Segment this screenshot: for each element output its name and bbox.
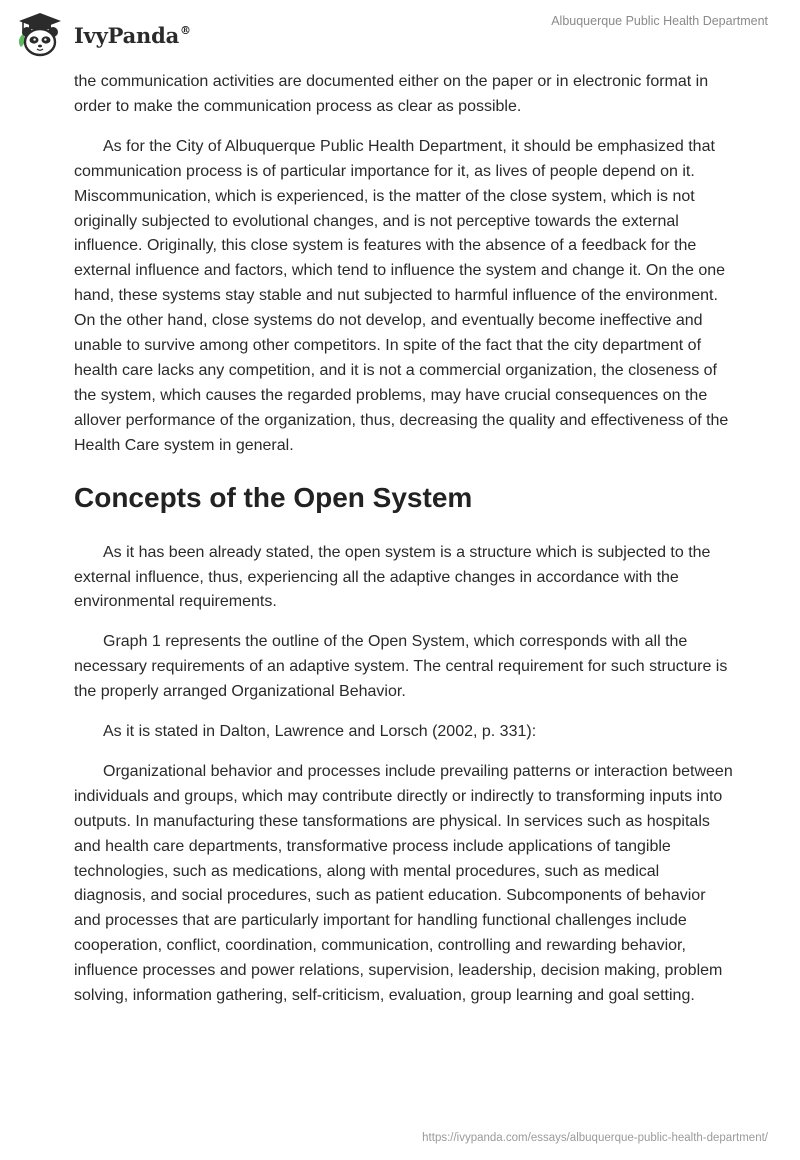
panda-graduate-icon	[14, 10, 66, 60]
page-header	[0, 0, 800, 66]
document-title: Albuquerque Public Health Department	[551, 14, 768, 28]
essay-content	[74, 70, 734, 1024]
paragraph-continuation: the communication activities are documented either on the paper or in electronic format in order to make the communication process as clear as possible.	[74, 73, 709, 115]
registered-mark: ®	[180, 23, 191, 37]
paragraph-graph-outline: Graph 1 represents the outline of the Open System, which corresponds with all the necessary requirements of an adaptive system. The central requirement for such structure is the properly arranged Organizational Behavior.	[74, 633, 728, 701]
source-url[interactable]: https://ivypanda.com/essays/albuquerque-public-health-department/	[422, 1132, 768, 1144]
paragraph-quote: Organizational behavior and processes include prevailing patterns or interaction between individuals and groups, which may contribute directly or indirectly to transforming inputs into outputs. In manufacturing these tansformations are physical. In services such as hospitals and health care departments, transformative process include applications of tangible technologies, such as medications, along with mental procedures, such as medical diagnosis, and social procedures, such as patient education. Subcomponents of behavior and processes that are particularly important for handling functional challenges include cooperation, conflict, coordination, communication, controlling and rewarding behavior, influence processes and power relations, supervision, leadership, decision making, problem solving, information gathering, self-criticism, evaluation, group learning and goal setting.	[74, 762, 733, 1005]
paragraph-albuquerque-communication: As for the City of Albuquerque Public Health Department, it should be emphasized that communication process is of particular importance for it, as lives of people depend on it. Miscommunication, which is experienced, is the matter of the close system, which is not originally subjected to evolutional changes, and is not perceptive towards the external influence. Originally, this close system is features with the absence of a feedback for the external influence and factors, which tend to influence the system and change it. On the one hand, these systems stay stable and nut subjected to harmful influence of the environment. On the other hand, close systems do not develop, and eventually become ineffective and unable to survive among other competitors. In spite of the fact that the city department of health care lacks any competition, and it is not a commercial organization, the closeness of the system, which causes the regarded problems, may have crucial consequences on the allover performance of the organization, thus, decreasing the quality and effectiveness of the Health Care system in general.	[74, 137, 729, 454]
paragraph-open-system-definition: As it has been already stated, the open system is a structure which is subjected to the external influence, thus, experiencing all the adaptive changes in accordance with the environmental requirements.	[74, 543, 711, 611]
section-heading: Concepts of the Open System	[74, 481, 473, 513]
paragraph-citation-intro: As it is stated in Dalton, Lawrence and Lorsch (2002, p. 331):	[103, 723, 537, 741]
ivypanda-logo[interactable]	[14, 10, 191, 60]
logo-text: IvyPanda	[74, 22, 180, 48]
logo-wordmark	[74, 23, 191, 48]
